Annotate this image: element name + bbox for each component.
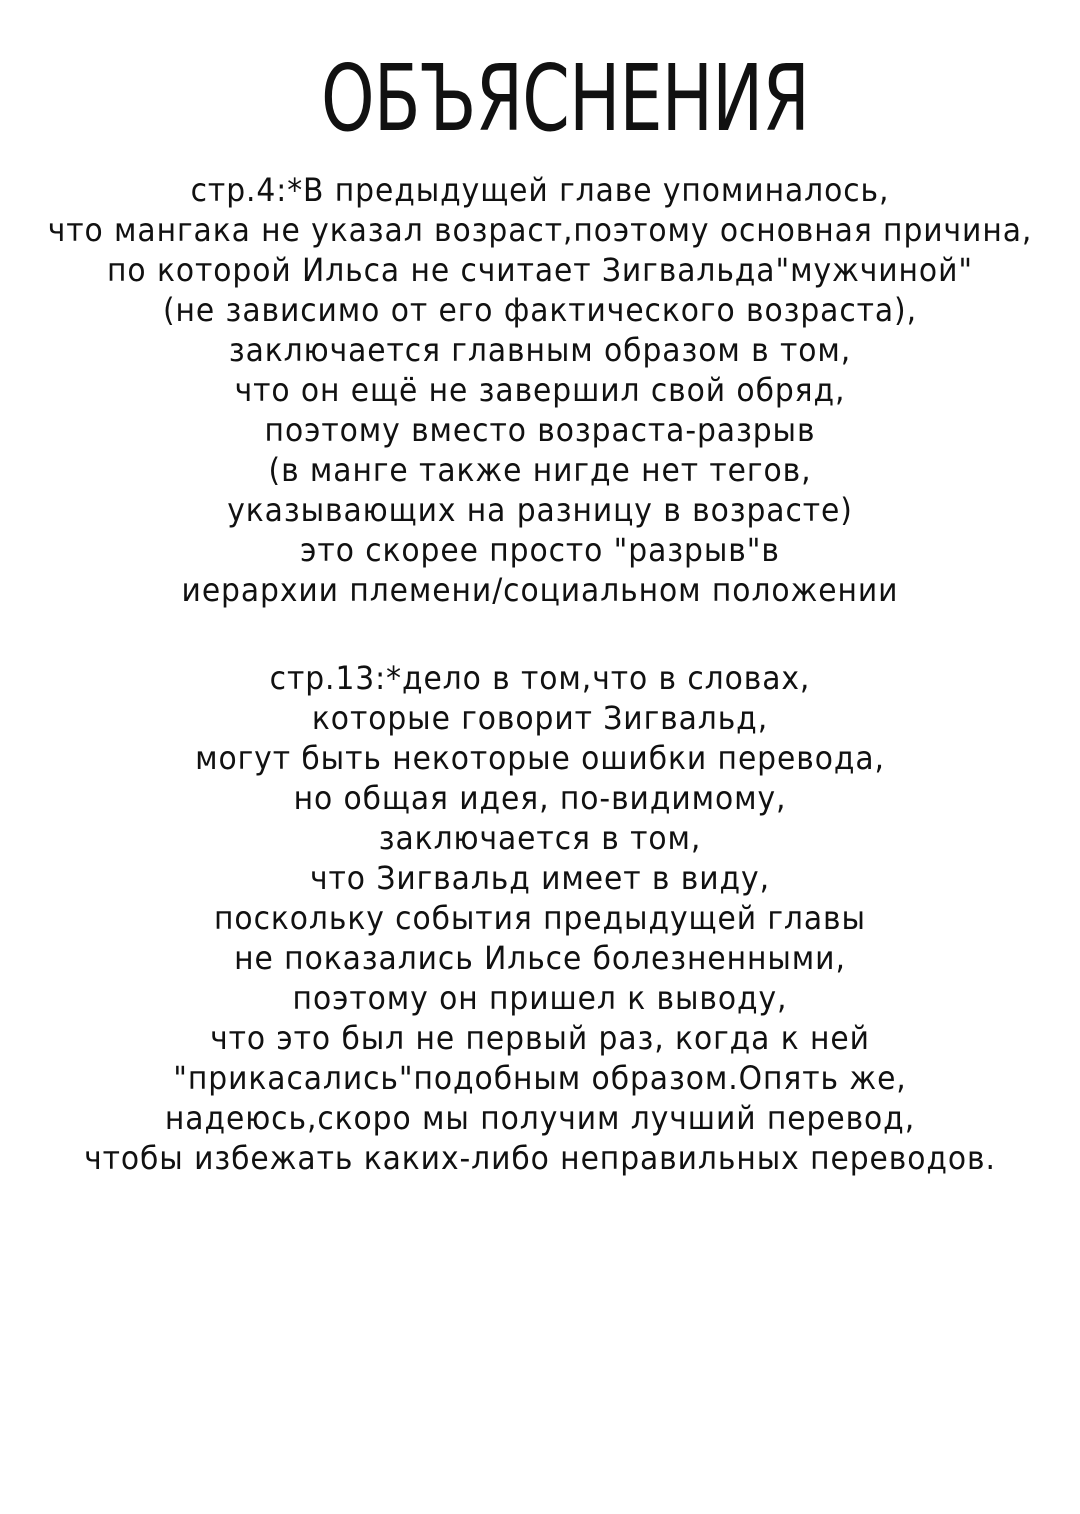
note-line: поэтому он пришел к выводу, [292, 979, 788, 1017]
note-line: могут быть некоторые ошибки перевода, [195, 739, 885, 777]
note-line: указывающих на разницу в возрасте) [227, 491, 853, 529]
note-line: поэтому вместо возраста-разрыв [264, 411, 816, 449]
note-line: что это был не первый раз, когда к ней [210, 1019, 870, 1057]
note-line: стр.4:*В предыдущей главе упоминалось, [190, 171, 890, 209]
page-title: ОБЪЯСНЕНИЯ [320, 45, 810, 152]
note-page-13 [0, 658, 1080, 1178]
note-line: заключается главным образом в том, [228, 331, 852, 369]
note-line: не показались Ильсе болезненными, [234, 939, 846, 977]
note-line: чтобы избежать каких-либо неправильных переводов. [84, 1139, 996, 1177]
note-line: иерархии племени/социальном положении [181, 571, 899, 609]
note-page-4 [0, 170, 1080, 610]
note-line: поскольку события предыдущей главы [214, 899, 866, 937]
note-line: которые говорит Зигвальд, [311, 699, 769, 737]
note-line: "прикасались"подобным образом.Опять же, [173, 1059, 907, 1097]
note-line: что он ещё не завершил свой обряд, [234, 371, 846, 409]
note-line: (не зависимо от его фактического возраста), [163, 291, 917, 329]
note-line: надеюсь,скоро мы получим лучший перевод, [164, 1099, 916, 1137]
note-line: что Зигвальд имеет в виду, [310, 859, 770, 897]
note-line: это скорее просто "разрыв"в [300, 531, 780, 569]
note-line: что мангака не указал возраст,поэтому основная причина, [47, 211, 1033, 249]
note-line: (в манге также нигде нет тегов, [268, 451, 812, 489]
note-line: но общая идея, по-видимому, [293, 779, 787, 817]
note-line: заключается в том, [378, 819, 702, 857]
note-line: стр.13:*дело в том,что в словах, [269, 659, 811, 697]
note-line: по которой Ильса не считает Зигвальда"мужчиной" [107, 251, 973, 289]
